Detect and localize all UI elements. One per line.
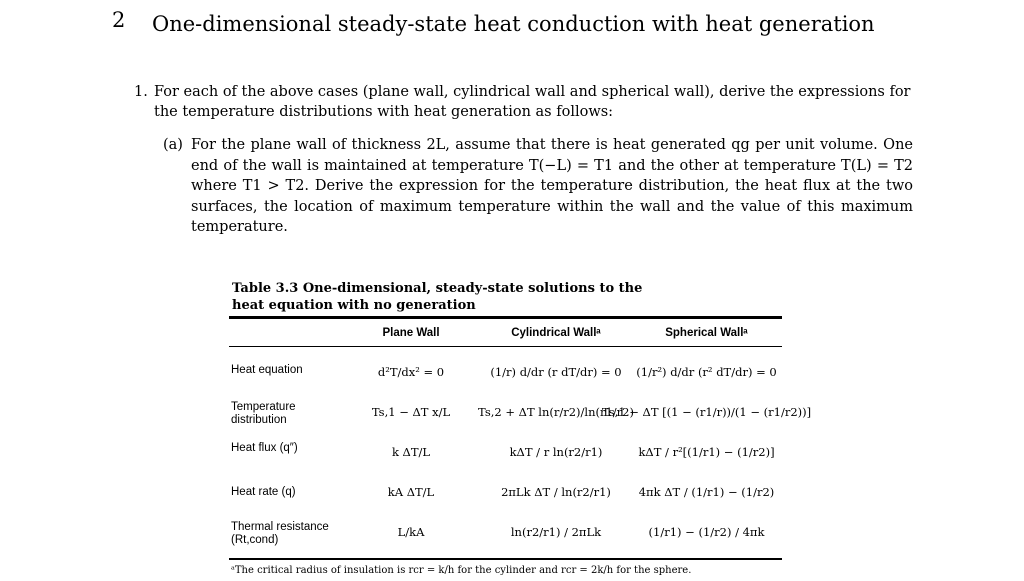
row-thermal-resistance: Thermal resistance (Rt,cond) [231,521,329,546]
flux-plane: k ΔT/L [391,445,431,459]
col-plane-wall: Plane Wall [382,327,440,339]
temp-cylinder: Ts,2 + ΔT ln(r/r2)/ln(r1/r2) [478,405,634,419]
col-spherical-wall: Spherical Wallᵃ [665,327,748,339]
row-heat-rate: Heat rate (q) [231,486,296,498]
resistance-plane: L/kA [397,525,425,539]
resistance-sphere: (1/r1) − (1/r2) / 4πk [648,525,765,539]
section-number: 2 [112,8,126,32]
question-1-number: 1. [134,84,148,100]
flux-cylinder: kΔT / r ln(r2/r1) [509,445,603,459]
col-cylindrical-wall: Cylindrical Wallᵃ [511,327,601,339]
question-1a-label: (a) [163,137,183,153]
row-heat-equation: Heat equation [231,364,303,376]
heat-eq-sphere: (1/r²) d/dr (r² dT/dr) = 0 [636,365,777,379]
row-temperature-distribution: Temperature distribution [231,401,296,426]
temp-plane: Ts,1 − ΔT x/L [371,405,451,419]
question-1a-text: For the plane wall of thickness 2L, assume that there is heat generated qg per unit volume. One end of the wall is maintained at temperature T(−L) = T1 and the other at temperature T(L) = T2 where T1 > T2. Derive the expression for the temperature distribution, the heat flux at the two surfaces, the location of maximum temperature within the wall and the value of this maximum temperature. [191,137,913,235]
question-1 [134,82,914,122]
temp-sphere: Ts,1 − ΔT [(1 − (r1/r))/(1 − (r1/r2))] [601,405,812,419]
table-header-rule [229,346,782,347]
rate-sphere: 4πk ΔT / (1/r1) − (1/r2) [638,485,775,499]
resistance-cylinder: ln(r2/r1) / 2πLk [510,525,602,539]
table-footnote: ᵃThe critical radius of insulation is rcr = k/h for the cylinder and rcr = 2k/h for the sphere. [231,565,692,576]
question-1-text: For each of the above cases (plane wall, cylindrical wall and spherical wall), derive the expressions for the temperature distributions with heat generation as follows: [154,84,911,120]
row-heat-flux: Heat flux (q″) [231,442,298,454]
section-title: One-dimensional steady-state heat conduction with heat generation [152,12,875,36]
table-bottom-rule [229,558,782,560]
heat-eq-plane: d²T/dx² = 0 [377,365,445,379]
table-caption: Table 3.3 One-dimensional, steady-state solutions to the heat equation with no generation [232,281,643,313]
table-top-rule [229,316,782,319]
question-1a [163,135,913,238]
rate-plane: kA ΔT/L [387,485,435,499]
flux-sphere: kΔT / r²[(1/r1) − (1/r2)] [638,445,775,459]
rate-cylinder: 2πLk ΔT / ln(r2/r1) [501,485,611,499]
table-3-3 [229,278,812,581]
heat-eq-cylinder: (1/r) d/dr (r dT/dr) = 0 [490,365,622,379]
